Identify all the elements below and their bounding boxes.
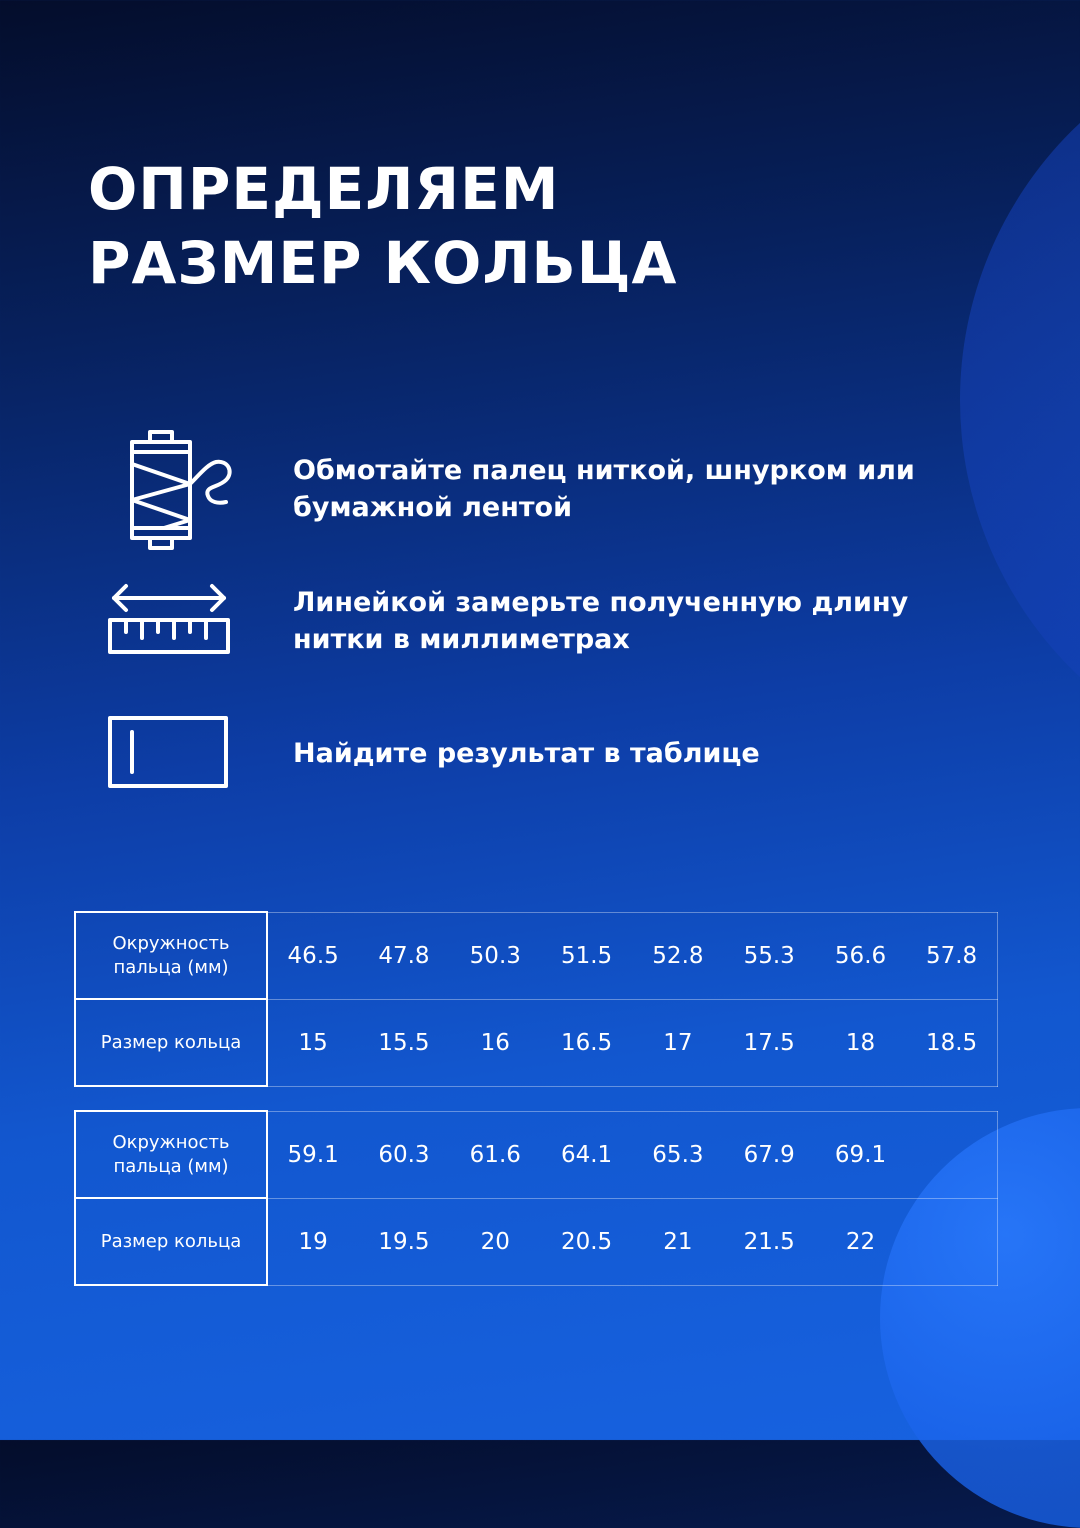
table-cell: 20: [450, 1198, 541, 1285]
step-text: Обмотайте палец ниткой, шнурком или бумажной лентой: [293, 455, 915, 523]
ruler-icon: [104, 556, 234, 686]
step-find-result: [104, 688, 984, 818]
table-cell: 20.5: [541, 1198, 632, 1285]
table-row-ring-size: [75, 1198, 998, 1285]
table-cell: 59.1: [267, 1111, 358, 1198]
table-cell: [906, 1111, 997, 1198]
table-cell: 19: [267, 1198, 358, 1285]
size-table-1: [74, 911, 998, 1087]
table-cell: 18: [815, 999, 906, 1086]
row-header-ring-size: Размер кольца: [75, 999, 267, 1086]
table-cell: 18.5: [906, 999, 997, 1086]
step-wrap-finger: [104, 424, 984, 554]
table-cell: 21.5: [724, 1198, 815, 1285]
table-cell: 17: [632, 999, 723, 1086]
table-cell: 17.5: [724, 999, 815, 1086]
table-cell: 15: [267, 999, 358, 1086]
thread-spool-icon: [104, 424, 234, 554]
table-row-circumference: [75, 1111, 998, 1198]
table-cell: 57.8: [906, 912, 997, 999]
table-cell: 16.5: [541, 999, 632, 1086]
table-row-ring-size: [75, 999, 998, 1086]
table-row-circumference: [75, 912, 998, 999]
table-cell: 22: [815, 1198, 906, 1285]
size-table-2: [74, 1110, 998, 1286]
table-cell: 61.6: [450, 1111, 541, 1198]
table-cell: 60.3: [358, 1111, 449, 1198]
row-header-circumference: Окружность пальца (мм): [75, 1111, 267, 1198]
step-text: Найдите результат в таблице: [293, 737, 760, 769]
table-icon: [104, 688, 234, 818]
table-cell: 65.3: [632, 1111, 723, 1198]
table-cell: 64.1: [541, 1111, 632, 1198]
table-cell: 51.5: [541, 912, 632, 999]
table-cell: 19.5: [358, 1198, 449, 1285]
table-cell: 16: [450, 999, 541, 1086]
table-cell: 15.5: [358, 999, 449, 1086]
row-header-ring-size: Размер кольца: [75, 1198, 267, 1285]
table-cell: 55.3: [724, 912, 815, 999]
page-title: ОПРЕДЕЛЯЕМ РАЗМЕР КОЛЬЦА: [88, 155, 678, 297]
table-cell: [906, 1198, 997, 1285]
table-cell: 47.8: [358, 912, 449, 999]
row-header-circumference: Окружность пальца (мм): [75, 912, 267, 999]
step-text: Линейкой замерьте полученную длину нитки в миллиметрах: [293, 587, 909, 655]
table-cell: 56.6: [815, 912, 906, 999]
table-cell: 21: [632, 1198, 723, 1285]
table-cell: 52.8: [632, 912, 723, 999]
table-cell: 69.1: [815, 1111, 906, 1198]
table-cell: 46.5: [267, 912, 358, 999]
step-measure-length: [104, 556, 984, 686]
table-cell: 67.9: [724, 1111, 815, 1198]
table-cell: 50.3: [450, 912, 541, 999]
